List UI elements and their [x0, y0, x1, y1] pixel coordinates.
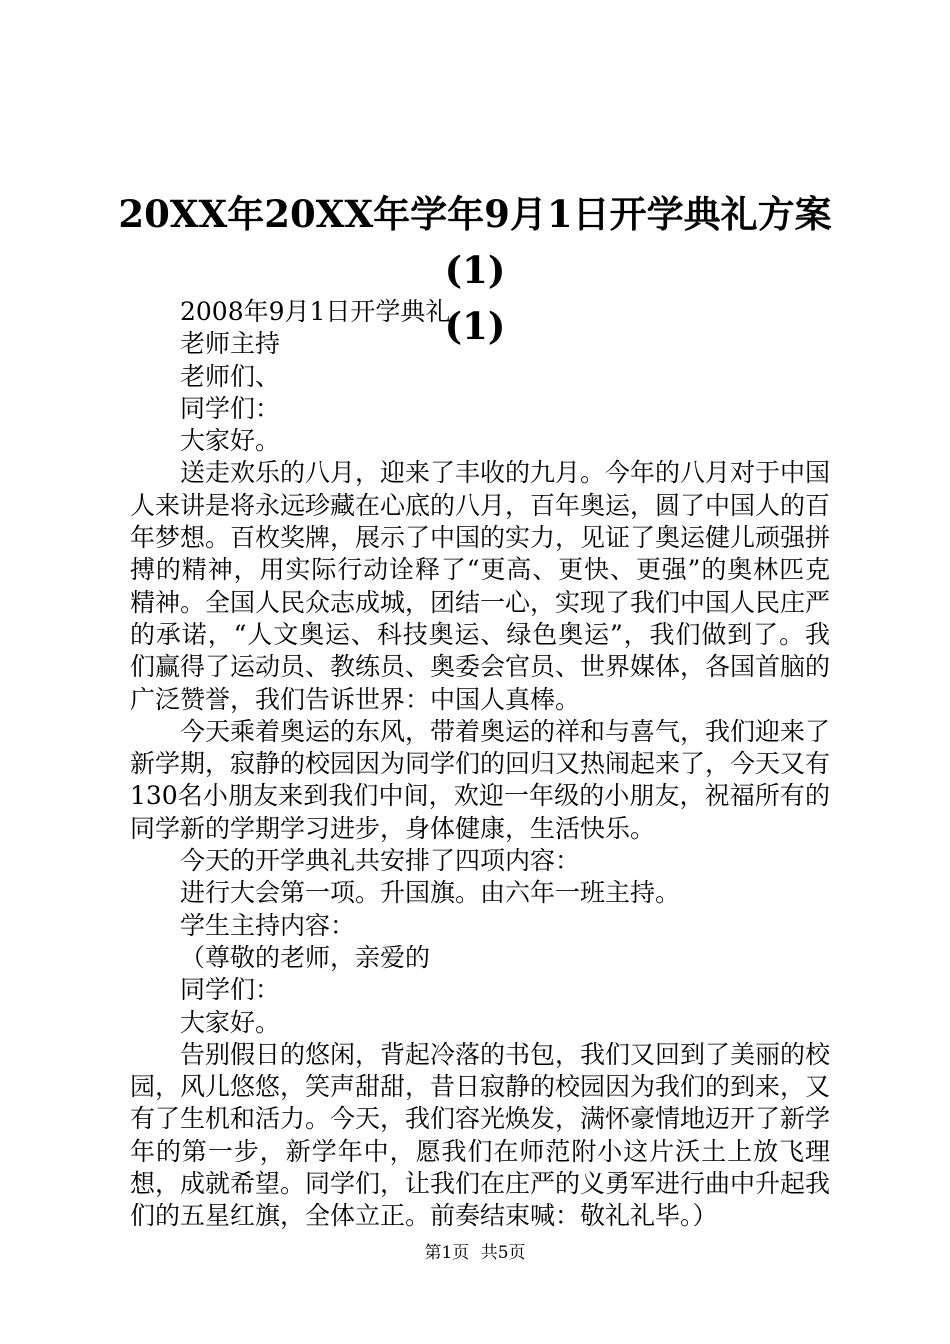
page-number: 第1页	[424, 1243, 470, 1263]
page-total: 共5页	[480, 1243, 526, 1263]
paragraph-olympics: 送走欢乐的八月，迎来了丰收的九月。今年的八月对于中国人来讲是将永远珍藏在心底的八月，百年奥运，圆了中国人的百年梦想。百枚奖牌，展示了中国的实力，见证了奥运健儿顽强拼搏的精神，用实际行动诠释了“更高、更快、更强”的奥林匹克精神。全国人民众志成城，团结一心，实现了我们中国人民庄严的承诺，“人文奥运、科技奥运、绿色奥运”，我们做到了。我们赢得了运动员、教练员、奥委会官员、世界媒体，各国首脑的广泛赞誉，我们告诉世界：中国人真棒。	[130, 458, 831, 714]
paragraph-greeting-teachers: 老师们、	[180, 361, 281, 391]
paragraph-new-semester: 今天乘着奥运的东风，带着奥运的祥和与喜气，我们迎来了新学期，寂静的校园因为同学们的回归又热闹起来了，今天又有130名小朋友来到我们中间，欢迎一年级的小朋友，祝福所有的同学新的学期学习进步，身体健康，生活快乐。	[130, 716, 831, 843]
paragraph-date-heading: 2008年9月1日开学典礼	[180, 297, 451, 326]
document-body	[130, 296, 830, 1233]
paragraph-item-one: 进行大会第一项。升国旗。由六年一班主持。	[180, 878, 681, 908]
paragraph-flag-raising: 告别假日的悠闲，背起冷落的书包，我们又回到了美丽的校园，风儿悠悠，笑声甜甜，昔日寂静的校园因为我们的到来，又有了生机和活力。今天，我们容光焕发，满怀豪情地迈开了新学年的第一步，新学年中，愿我们在师范附小这片沃土上放飞理想，成就希望。同学们，让我们在庄严的义勇军进行曲中升起我们的五星红旗，全体立正。前奏结束喊：敬礼礼毕。）	[130, 1039, 831, 1231]
paragraph-classmates: 同学们：	[180, 975, 281, 1005]
title-line-2: (1)	[444, 304, 506, 348]
page-footer	[0, 1242, 950, 1264]
paragraph-respected: （尊敬的老师，亲爱的	[180, 942, 431, 972]
paragraph-hello-2: 大家好。	[180, 1007, 281, 1037]
title-line-1: 20XX年20XX年学年9月1日开学典礼方案(1)	[118, 192, 832, 292]
paragraph-student-host: 学生主持内容：	[180, 910, 356, 940]
paragraph-greeting-students: 同学们：	[180, 393, 281, 423]
paragraph-host: 老师主持	[180, 329, 281, 359]
paragraph-hello: 大家好。	[180, 426, 281, 456]
paragraph-agenda: 今天的开学典礼共安排了四项内容：	[180, 846, 581, 876]
